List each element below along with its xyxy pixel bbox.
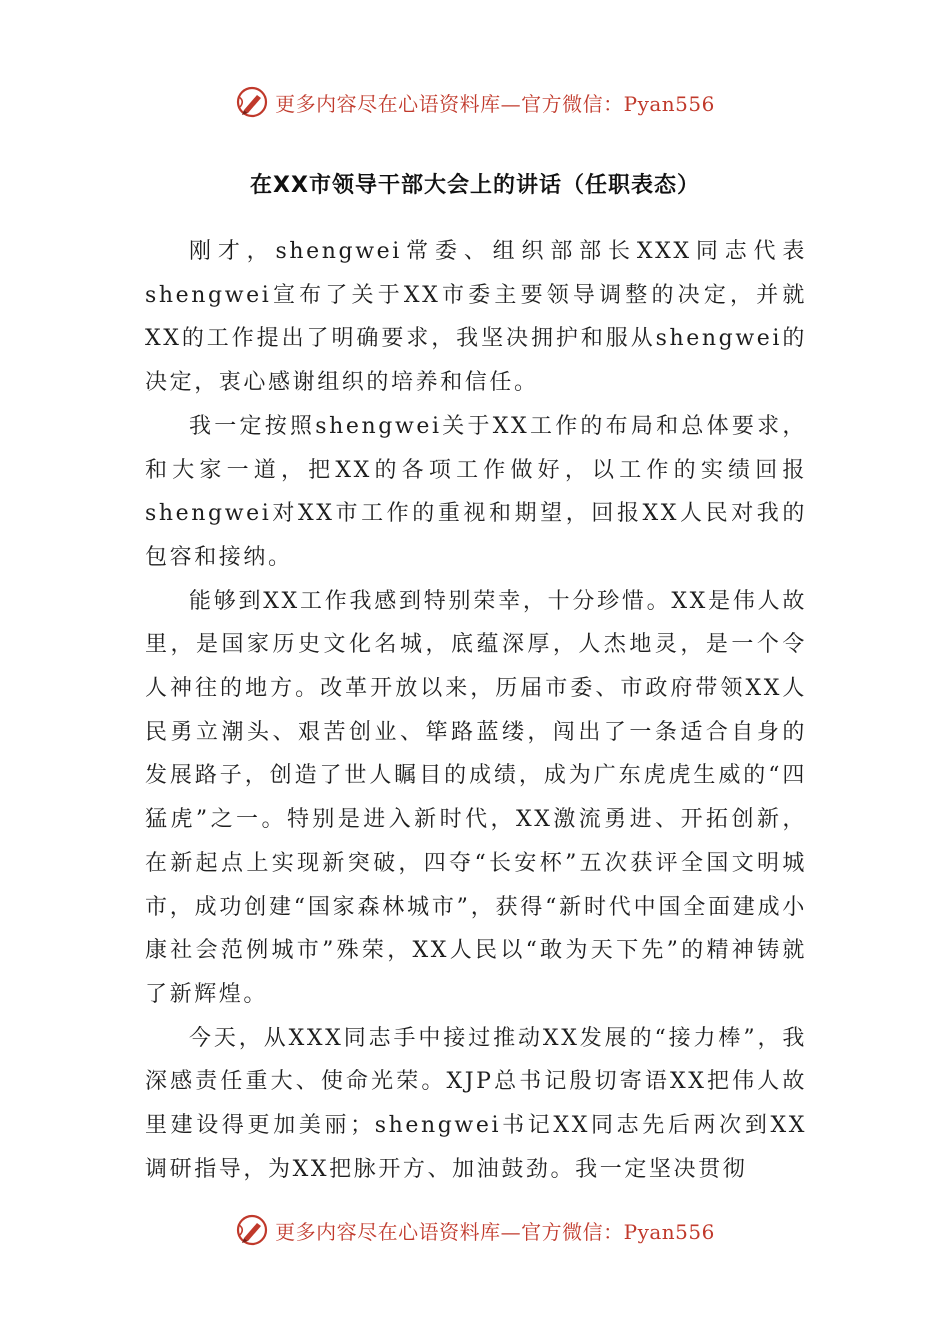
header-banner-inner <box>235 85 715 119</box>
header-banner-text: 更多内容尽在心语资料库—官方微信：Pyan556 <box>275 91 715 116</box>
footer-banner <box>0 1210 950 1250</box>
document-title: 在XX市领导干部大会上的讲话（任职表态） <box>250 173 700 198</box>
paragraph-4: 今天，从XXX同志手中接过推动XX发展的“接力棒”，我深感责任重大、使命光荣。XJP总书记殷切寄语XX把伟人故里建设得更加美丽；shengwei书记XX同志先后两次到XX调研指导，为XX把脉开方、加油鼓劲。我一定坚决贯彻 <box>145 1025 807 1182</box>
footer-banner-text: 更多内容尽在心语资料库—官方微信：Pyan556 <box>275 1219 715 1244</box>
footer-banner-inner <box>235 1213 715 1247</box>
paragraph-3: 能够到XX工作我感到特别荣幸，十分珍惜。XX是伟人故里，是国家历史文化名城，底蕴深厚，人杰地灵，是一个令人神往的地方。改革开放以来，历届市委、市政府带领XX人民勇立潮头、艰苦创业、筚路蓝缕，闯出了一条适合自身的发展路子，创造了世人瞩目的成绩，成为广东虎虎生威的“四猛虎”之一。特别是进入新时代，XX激流勇进、开拓创新，在新起点上实现新突破，四夺“长安杯”五次获评全国文明城市，成功创建“国家森林城市”，获得“新时代中国全面建成小康社会范例城市”殊荣，XX人民以“敢为天下先”的精神铸就了新辉煌。 <box>145 588 807 1007</box>
pen-logo-icon <box>235 85 269 119</box>
paragraph-2: 我一定按照shengwei关于XX工作的布局和总体要求，和大家一道，把XX的各项工作做好，以工作的实绩回报shengwei对XX市工作的重视和期望，回报XX人民对我的包容和接纳。 <box>145 413 807 570</box>
paragraph-1: 刚才，shengwei常委、组织部部长XXX同志代表shengwei宣布了关于XX市委主要领导调整的决定，并就XX的工作提出了明确要求，我坚决拥护和服从shengwei的决定，衷心感谢组织的培养和信任。 <box>145 239 807 396</box>
document-body <box>145 230 807 1191</box>
header-banner <box>0 82 950 122</box>
pen-logo-icon <box>235 1213 269 1247</box>
